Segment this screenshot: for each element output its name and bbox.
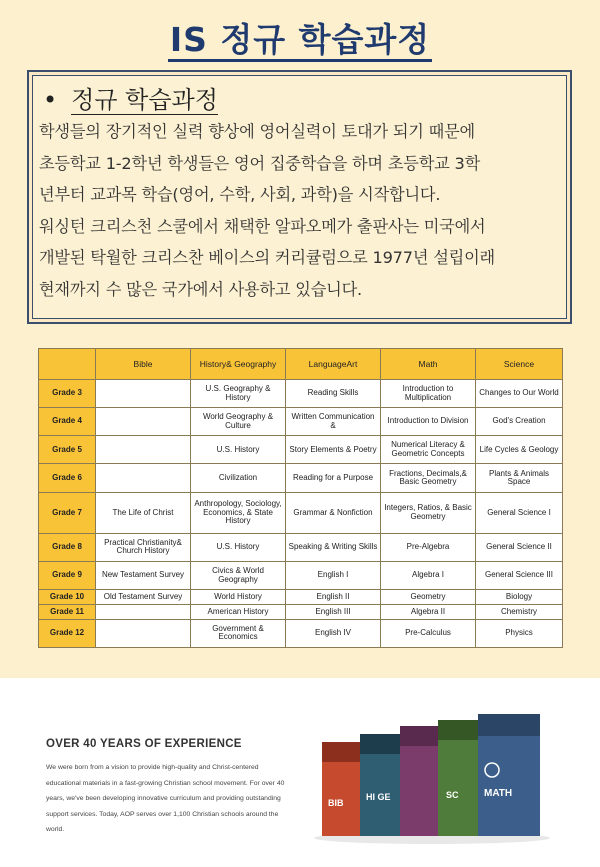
- table-cell: Changes to Our World: [476, 380, 563, 408]
- grade-label: Grade 7: [39, 492, 96, 533]
- table-row: [39, 533, 563, 561]
- grade-label: Grade 8: [39, 533, 96, 561]
- table-cell: U.S. History: [191, 436, 286, 464]
- curriculum-books-image: [312, 714, 552, 844]
- book-math: [478, 714, 540, 836]
- table-cell: Pre-Algebra: [381, 533, 476, 561]
- experience-line: support services. Today, AOP serves over 1,100 Christian schools around the: [46, 810, 279, 818]
- table-cell: English III: [286, 604, 381, 619]
- experience-title: OVER 40 YEARS OF EXPERIENCE: [46, 738, 242, 750]
- table-cell: [96, 408, 191, 436]
- table-cell: U.S. History: [191, 533, 286, 561]
- book-history: [360, 734, 402, 836]
- table-cell: Algebra I: [381, 562, 476, 590]
- grade-label: Grade 11: [39, 604, 96, 619]
- table-cell: Pre-Calculus: [381, 619, 476, 647]
- table-cell: Biology: [476, 590, 563, 605]
- experience-line: educational materials in a fast-growing Christian school movement. For over 40: [46, 779, 285, 787]
- table-cell: Geometry: [381, 590, 476, 605]
- table-cell: Life Cycles & Geology: [476, 436, 563, 464]
- experience-line: world.: [46, 826, 65, 833]
- book-bible: [322, 742, 362, 836]
- intro-box: [27, 70, 572, 324]
- experience-line: We were born from a vision to provide high-quality and Christ-centered: [46, 764, 259, 771]
- table-row: [39, 604, 563, 619]
- table-cell: Chemistry: [476, 604, 563, 619]
- table-cell: Introduction to Multiplication: [381, 380, 476, 408]
- experience-body: [46, 760, 346, 838]
- table-cell: [96, 604, 191, 619]
- grade-label: Grade 3: [39, 380, 96, 408]
- book-label: BIB: [328, 798, 344, 808]
- table-cell: Written Communication &: [286, 408, 381, 436]
- table-cell: New Testament Survey: [96, 562, 191, 590]
- grade-label: Grade 4: [39, 408, 96, 436]
- intro-line: 현재까지 수 많은 국가에서 사용하고 있습니다.: [39, 279, 362, 299]
- table-cell: English I: [286, 562, 381, 590]
- column-header: [39, 349, 96, 380]
- table-cell: [96, 380, 191, 408]
- grade-label: Grade 6: [39, 464, 96, 492]
- table-cell: English II: [286, 590, 381, 605]
- table-row: [39, 464, 563, 492]
- experience-line: years, we've been developing innovative curriculum and providing outstanding: [46, 795, 281, 802]
- table-cell: Anthropology, Sociology, Economics, & State History: [191, 492, 286, 533]
- intro-heading: [43, 80, 218, 115]
- table-row: [39, 436, 563, 464]
- table-cell: [96, 436, 191, 464]
- column-header: LanguageArt: [286, 349, 381, 380]
- book-label: MATH: [484, 788, 513, 799]
- bullet-icon: •: [43, 86, 58, 114]
- table-cell: Introduction to Division: [381, 408, 476, 436]
- table-cell: Reading Skills: [286, 380, 381, 408]
- table-cell: English IV: [286, 619, 381, 647]
- intro-line: 워싱턴 크리스천 스쿨에서 채택한 알파오메가 출판사는 미국에서: [39, 216, 486, 236]
- table-cell: Story Elements & Poetry: [286, 436, 381, 464]
- table-cell: General Science I: [476, 492, 563, 533]
- column-header: Science: [476, 349, 563, 380]
- column-header: Bible: [96, 349, 191, 380]
- curriculum-table: [38, 348, 563, 648]
- table-cell: Practical Christianity& Church History: [96, 533, 191, 561]
- intro-line: 초등학교 1-2학년 학생들은 영어 집중학습을 하며 초등학교 3학: [39, 153, 481, 173]
- table-row: [39, 562, 563, 590]
- table-cell: General Science III: [476, 562, 563, 590]
- table-row: [39, 619, 563, 647]
- grade-label: Grade 9: [39, 562, 96, 590]
- table-cell: Civics & World Geography: [191, 562, 286, 590]
- table-cell: Algebra II: [381, 604, 476, 619]
- table-row: [39, 492, 563, 533]
- grade-label: Grade 12: [39, 619, 96, 647]
- table-cell: Fractions, Decimals,& Basic Geometry: [381, 464, 476, 492]
- table-cell: U.S. Geography & History: [191, 380, 286, 408]
- grade-label: Grade 5: [39, 436, 96, 464]
- table-cell: Old Testament Survey: [96, 590, 191, 605]
- table-cell: The Life of Christ: [96, 492, 191, 533]
- table-cell: World History: [191, 590, 286, 605]
- intro-line: 개발된 탁월한 크리스찬 베이스의 커리큘럼으로 1977년 설립이래: [39, 248, 495, 267]
- table-cell: Integers, Ratios, & Basic Geometry: [381, 492, 476, 533]
- table-cell: God's Creation: [476, 408, 563, 436]
- table-cell: Grammar & Nonfiction: [286, 492, 381, 533]
- table-cell: [96, 619, 191, 647]
- table-cell: Numerical Literacy & Geometric Concepts: [381, 436, 476, 464]
- table-cell: Plants & Animals Space: [476, 464, 563, 492]
- column-header: History& Geography: [191, 349, 286, 380]
- intro-body: [39, 116, 559, 305]
- table-row: [39, 408, 563, 436]
- aop-banner: [0, 678, 600, 867]
- table-cell: [96, 464, 191, 492]
- table-cell: Reading for a Purpose: [286, 464, 381, 492]
- table-cell: American History: [191, 604, 286, 619]
- book-science: [438, 720, 482, 836]
- book-label: HI GE: [366, 792, 391, 802]
- table-cell: General Science II: [476, 533, 563, 561]
- table-header-row: [39, 349, 563, 380]
- page-title: IS 정규 학습과정: [0, 14, 600, 61]
- grade-label: Grade 10: [39, 590, 96, 605]
- column-header: Math: [381, 349, 476, 380]
- table-cell: Civilization: [191, 464, 286, 492]
- book-label: SC: [446, 790, 459, 800]
- table-cell: World Geography & Culture: [191, 408, 286, 436]
- table-cell: Government & Economics: [191, 619, 286, 647]
- intro-line: 년부터 교과목 학습(영어, 수학, 사회, 과학)을 시작합니다.: [39, 185, 441, 204]
- table-cell: Physics: [476, 619, 563, 647]
- book-language: [400, 726, 442, 836]
- table-row: [39, 590, 563, 605]
- table-cell: Speaking & Writing Skills: [286, 533, 381, 561]
- table-row: [39, 380, 563, 408]
- intro-line: 학생들의 장기적인 실력 향상에 영어실력이 토대가 되기 때문에: [39, 122, 475, 141]
- intro-heading-text: 정규 학습과정: [71, 86, 218, 114]
